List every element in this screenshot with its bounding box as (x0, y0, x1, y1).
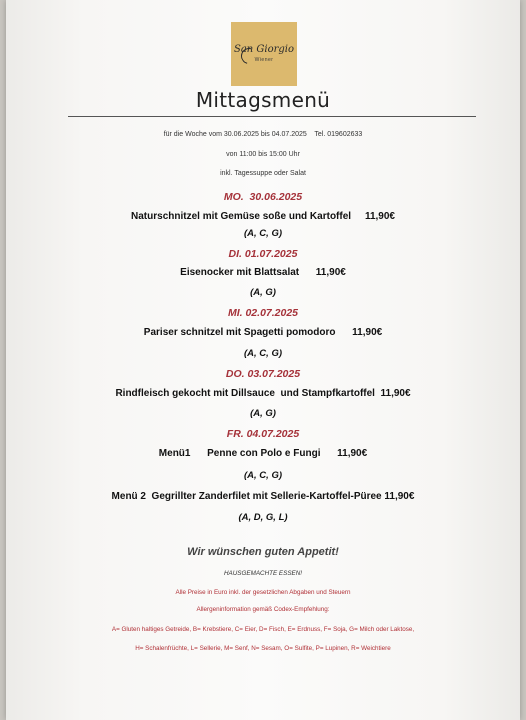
title-divider (68, 116, 476, 117)
allergens-friday-menu1: (A, C, G) (244, 470, 282, 481)
week-info: für die Woche vom 30.06.2025 bis 04.07.2025 Tel. 019602633 (163, 131, 363, 138)
allergens-thursday: (A, G) (250, 408, 276, 419)
allergen-info-heading: Allergeninformation gemäß Codex-Empfehlung: (196, 606, 330, 613)
dish-tuesday: Eisenocker mit Blattsalat 11,90€ (180, 267, 346, 278)
day-heading-monday: MO. 30.06.2025 (223, 191, 303, 203)
dish-wednesday: Pariser schnitzel mit Spagetti pomodoro 11,90€ (143, 327, 383, 338)
dish-friday-menu1: Menü1 Penne con Polo e Fungi 11,90€ (158, 448, 368, 459)
allergen-legend-line-1: A= Gluten haltiges Getreide, B= Krebstiere, C= Eier, D= Fisch, E= Erdnuss, F= Soja, G= Milch oder Laktose, (111, 626, 415, 633)
day-heading-friday: FR. 04.07.2025 (226, 428, 300, 440)
logo-text: San Giorgio (233, 44, 295, 55)
allergens-monday: (A, C, G) (244, 228, 282, 239)
opening-hours: von 11:00 bis 15:00 Uhr (226, 151, 300, 158)
day-heading-wednesday: MI. 02.07.2025 (227, 307, 299, 319)
day-heading-thursday: DO. 03.07.2025 (225, 368, 301, 380)
day-heading-tuesday: DI. 01.07.2025 (228, 248, 298, 260)
prices-note: Alle Preise in Euro inkl. der gesetzlichen Abgaben und Steuern (175, 589, 351, 596)
included-info: inkl. Tagessuppe oder Salat (220, 170, 306, 177)
allergens-friday-menu2: (A, D, G, L) (238, 512, 288, 523)
appetite-wish: Wir wünschen guten Appetit! (187, 546, 339, 558)
allergens-wednesday: (A, C, G) (244, 348, 282, 359)
dish-thursday: Rindfleisch gekocht mit Dillsauce und Stampfkartoffel 11,90€ (115, 388, 411, 399)
allergen-legend-line-2: H= Schalenfrüchte, L= Sellerie, M= Senf, N= Sesam, O= Sulfite, P= Lupinen, R= Weichtiere (135, 645, 391, 652)
logo-subtext: Wiener (254, 57, 274, 63)
restaurant-logo (231, 22, 297, 86)
dish-friday-menu2: Menü 2 Gegrillter Zanderfilet mit Sellerie-Kartoffel-Püree 11,90€ (111, 491, 415, 502)
dish-monday: Naturschnitzel mit Gemüse soße und Kartoffel 11,90€ (131, 211, 395, 222)
allergens-tuesday: (A, G) (250, 287, 276, 298)
homemade-note: HAUSGEMACHTE ESSEN! (223, 570, 303, 577)
page-title: Mittagsmenü (195, 88, 331, 112)
